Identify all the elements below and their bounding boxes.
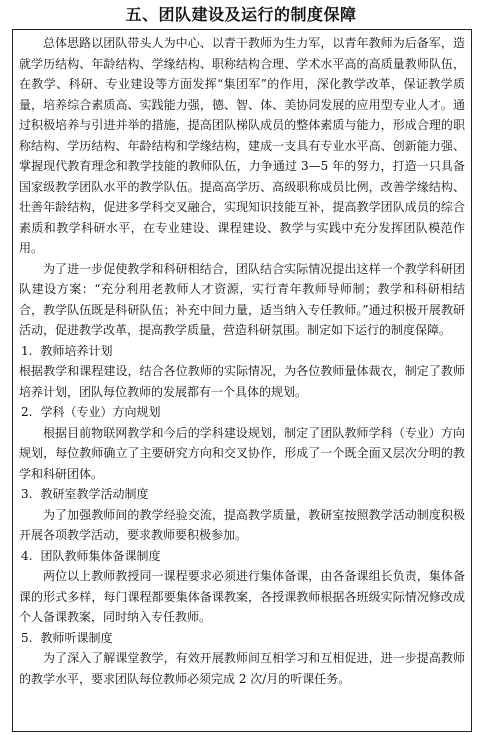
intro-paragraph-1: 总体思路以团队带头人为中心、以青干教师为生力军，以青年教师为后备军，造就学历结构、年龄结构、学缘结构、职称结构合理、学术水平高的高质量教师队伍，在教学、科研、专业建设等方面发挥“集团军”的作用，深化教学改革，保证教学质量，培养综合素质高、实践能力强，德、智、体、美协同发展的应用型专业人才。通过积极培养与引进并举的措施，提高团队梯队成员的整体素质与能力，形成合理的职称结构、学历结构、年龄结构和学缘结构，建成一支具有专业水平高、创新能力强、掌握现代教育理念和教学技能的教师队伍，力争通过 3—5 年的努力，打造一只具备国家级教学团队水平的教学队伍。提高高学历、高级职称成员比例，改善学缘结构、壮善年龄结构，促进多学科交叉融合，实现知识技能互补，提高教学团队成员的综合素质和教学科研水平，在专业建设、课程建设、教学与实践中充分发挥团队模范作用。	[19, 36, 465, 255]
section-heading-text: 教研室教学活动制度	[40, 487, 149, 501]
section-heading-4	[19, 546, 465, 567]
section-heading-text: 教师培养计划	[40, 343, 113, 358]
section-body-2: 根据目前物联网教学和今后的学科建设规划，制定了团队教师学科（专业）方向规划，每位教师确立了主要研究方向和交叉协作，形成了一个既全面又层次分明的教学和科研团体。	[19, 425, 465, 481]
section-body-3: 为了加强教师间的教学经验交流，提高教学质量，教研室按照教学活动制度积极开展各项教学活动，要求教师要积极参加。	[19, 507, 465, 542]
section-heading-1	[19, 341, 465, 362]
section-body-1: 根据教学和课程建设，结合各位教师的实际情况，为各位教师量体裁衣，制定了教师培养计划，团队每位教师的发展都有一个具体的规划。	[19, 364, 465, 399]
section-number: 1.	[21, 343, 33, 358]
content-frame	[12, 29, 472, 732]
intro-paragraph-2: 为了进一步促使教学和科研相结合，团队结合实际情况提出这样一个教学科研团队建设方案：“充分利用老教师人才资源，实行青年教师导师制；教学和科研相结合，教学队伍既是科研队伍；补充中间力量，适当纳入专任教师。”通过积极开展教研活动，促进教学改革，提高教学质量，营造科研氛围。制定如下运行的制度保障。	[19, 261, 465, 337]
section-number: 3.	[21, 487, 33, 501]
section-heading-2	[19, 402, 465, 423]
section-heading-3	[19, 484, 465, 505]
section-heading-text: 学科（专业）方向规划	[40, 405, 161, 419]
section-title: 五、团队建设及运行的制度保障	[125, 5, 357, 24]
section-heading-text: 团队教师集体备课制度	[40, 548, 161, 563]
section-heading-text: 教师听课制度	[40, 630, 113, 645]
section-number: 5.	[21, 630, 33, 645]
section-body-5: 为了深入了解课堂教学，有效开展教师间互相学习和互相促进，进一步提高教师的教学水平，要求团队每位教师必须完成 2 次/月的听课任务。	[19, 651, 465, 686]
section-heading-5	[19, 628, 465, 649]
section-number: 4.	[21, 548, 33, 563]
section-body-4: 两位以上教师教授同一课程要求必须进行集体备课，由各备课组长负责，集体备课的形式多样，每门课程都要集体备课教案，各授课教师根据各班级实际情况修改成个人备课教案，同时纳入专任教师。	[19, 569, 465, 624]
section-number: 2.	[21, 405, 33, 419]
